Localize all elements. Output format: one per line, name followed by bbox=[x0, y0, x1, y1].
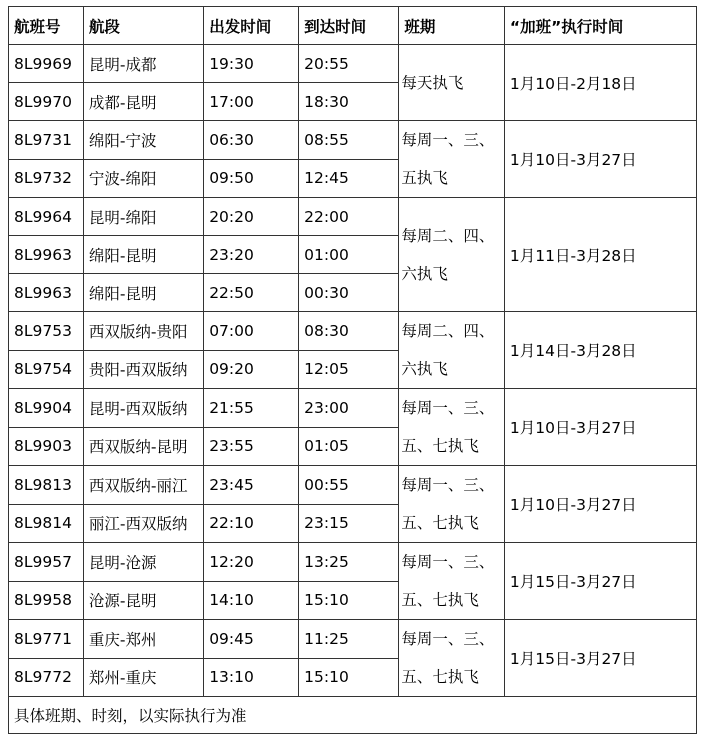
extra-period-cell: 1月15日-3月27日 bbox=[504, 543, 696, 620]
flight-number-cell: 8L9753 bbox=[9, 312, 84, 351]
departure-time-cell: 09:50 bbox=[204, 159, 299, 198]
extra-period-cell: 1月10日-3月27日 bbox=[504, 466, 696, 543]
arrival-time-cell: 12:45 bbox=[299, 159, 399, 198]
arrival-time-cell: 18:30 bbox=[299, 83, 399, 121]
extra-period-cell: 1月10日-3月27日 bbox=[504, 389, 696, 466]
departure-time-cell: 06:30 bbox=[204, 121, 299, 160]
arrival-time-cell: 00:30 bbox=[299, 274, 399, 312]
table-row bbox=[9, 121, 697, 160]
table-row bbox=[9, 45, 697, 83]
header-schedule: 班期 bbox=[399, 7, 505, 45]
flight-number-cell: 8L9814 bbox=[9, 504, 84, 543]
flight-number-cell: 8L9963 bbox=[9, 274, 84, 312]
flight-number-cell: 8L9904 bbox=[9, 389, 84, 428]
departure-time-cell: 22:50 bbox=[204, 274, 299, 312]
route-cell: 沧源-昆明 bbox=[83, 581, 203, 620]
arrival-time-cell: 23:15 bbox=[299, 504, 399, 543]
header-row bbox=[9, 7, 697, 45]
flight-number-cell: 8L9754 bbox=[9, 350, 84, 389]
departure-time-cell: 17:00 bbox=[204, 83, 299, 121]
route-cell: 绵阳-宁波 bbox=[83, 121, 203, 160]
arrival-time-cell: 01:05 bbox=[299, 427, 399, 466]
route-cell: 昆明-沧源 bbox=[83, 543, 203, 582]
extra-period-cell: 1月10日-2月18日 bbox=[504, 45, 696, 121]
schedule-cell: 每天执飞 bbox=[399, 45, 505, 121]
flight-number-cell: 8L9731 bbox=[9, 121, 84, 160]
table-row bbox=[9, 620, 697, 659]
arrival-time-cell: 15:10 bbox=[299, 658, 399, 697]
table-row bbox=[9, 466, 697, 505]
flight-number-cell: 8L9732 bbox=[9, 159, 84, 198]
route-cell: 绵阳-昆明 bbox=[83, 274, 203, 312]
header-departure-time: 出发时间 bbox=[204, 7, 299, 45]
header-extra-period: “加班”执行时间 bbox=[504, 7, 696, 45]
route-cell: 宁波-绵阳 bbox=[83, 159, 203, 198]
arrival-time-cell: 01:00 bbox=[299, 236, 399, 274]
extra-period-cell: 1月10日-3月27日 bbox=[504, 121, 696, 198]
arrival-time-cell: 11:25 bbox=[299, 620, 399, 659]
header-arrival-time: 到达时间 bbox=[299, 7, 399, 45]
departure-time-cell: 22:10 bbox=[204, 504, 299, 543]
extra-period-cell: 1月15日-3月27日 bbox=[504, 620, 696, 697]
flight-schedule-container bbox=[8, 6, 697, 734]
extra-period-cell: 1月11日-3月28日 bbox=[504, 198, 696, 312]
departure-time-cell: 21:55 bbox=[204, 389, 299, 428]
route-cell: 绵阳-昆明 bbox=[83, 236, 203, 274]
flight-number-cell: 8L9969 bbox=[9, 45, 84, 83]
departure-time-cell: 12:20 bbox=[204, 543, 299, 582]
flight-number-cell: 8L9771 bbox=[9, 620, 84, 659]
table-header bbox=[9, 7, 697, 45]
departure-time-cell: 23:55 bbox=[204, 427, 299, 466]
route-cell: 丽江-西双版纳 bbox=[83, 504, 203, 543]
schedule-cell: 每周二、四、六执飞 bbox=[399, 198, 505, 312]
table-row bbox=[9, 543, 697, 582]
flight-number-cell: 8L9772 bbox=[9, 658, 84, 697]
schedule-cell: 每周一、三、五执飞 bbox=[399, 121, 505, 198]
route-cell: 成都-昆明 bbox=[83, 83, 203, 121]
route-cell: 昆明-绵阳 bbox=[83, 198, 203, 236]
flight-number-cell: 8L9957 bbox=[9, 543, 84, 582]
route-cell: 郑州-重庆 bbox=[83, 658, 203, 697]
departure-time-cell: 14:10 bbox=[204, 581, 299, 620]
flight-number-cell: 8L9903 bbox=[9, 427, 84, 466]
schedule-cell: 每周二、四、六执飞 bbox=[399, 312, 505, 389]
departure-time-cell: 20:20 bbox=[204, 198, 299, 236]
schedule-cell: 每周一、三、五、七执飞 bbox=[399, 466, 505, 543]
table-body bbox=[9, 45, 697, 697]
header-route: 航段 bbox=[83, 7, 203, 45]
flight-schedule-table bbox=[8, 6, 697, 734]
flight-number-cell: 8L9964 bbox=[9, 198, 84, 236]
flight-number-cell: 8L9813 bbox=[9, 466, 84, 505]
departure-time-cell: 23:20 bbox=[204, 236, 299, 274]
table-footer bbox=[9, 697, 697, 734]
table-row bbox=[9, 389, 697, 428]
arrival-time-cell: 23:00 bbox=[299, 389, 399, 428]
table-row bbox=[9, 312, 697, 351]
route-cell: 西双版纳-丽江 bbox=[83, 466, 203, 505]
route-cell: 昆明-西双版纳 bbox=[83, 389, 203, 428]
departure-time-cell: 19:30 bbox=[204, 45, 299, 83]
arrival-time-cell: 20:55 bbox=[299, 45, 399, 83]
departure-time-cell: 23:45 bbox=[204, 466, 299, 505]
arrival-time-cell: 08:55 bbox=[299, 121, 399, 160]
route-cell: 重庆-郑州 bbox=[83, 620, 203, 659]
route-cell: 西双版纳-昆明 bbox=[83, 427, 203, 466]
flight-number-cell: 8L9963 bbox=[9, 236, 84, 274]
route-cell: 西双版纳-贵阳 bbox=[83, 312, 203, 351]
footnote-row bbox=[9, 697, 697, 734]
footnote: 具体班期、时刻，以实际执行为准 bbox=[9, 697, 697, 734]
schedule-cell: 每周一、三、五、七执飞 bbox=[399, 620, 505, 697]
departure-time-cell: 13:10 bbox=[204, 658, 299, 697]
departure-time-cell: 09:45 bbox=[204, 620, 299, 659]
arrival-time-cell: 22:00 bbox=[299, 198, 399, 236]
flight-number-cell: 8L9958 bbox=[9, 581, 84, 620]
arrival-time-cell: 15:10 bbox=[299, 581, 399, 620]
table-row bbox=[9, 198, 697, 236]
extra-period-cell: 1月14日-3月28日 bbox=[504, 312, 696, 389]
route-cell: 贵阳-西双版纳 bbox=[83, 350, 203, 389]
header-flight-no: 航班号 bbox=[9, 7, 84, 45]
arrival-time-cell: 08:30 bbox=[299, 312, 399, 351]
flight-number-cell: 8L9970 bbox=[9, 83, 84, 121]
arrival-time-cell: 12:05 bbox=[299, 350, 399, 389]
schedule-cell: 每周一、三、五、七执飞 bbox=[399, 389, 505, 466]
arrival-time-cell: 13:25 bbox=[299, 543, 399, 582]
departure-time-cell: 07:00 bbox=[204, 312, 299, 351]
arrival-time-cell: 00:55 bbox=[299, 466, 399, 505]
departure-time-cell: 09:20 bbox=[204, 350, 299, 389]
schedule-cell: 每周一、三、五、七执飞 bbox=[399, 543, 505, 620]
route-cell: 昆明-成都 bbox=[83, 45, 203, 83]
